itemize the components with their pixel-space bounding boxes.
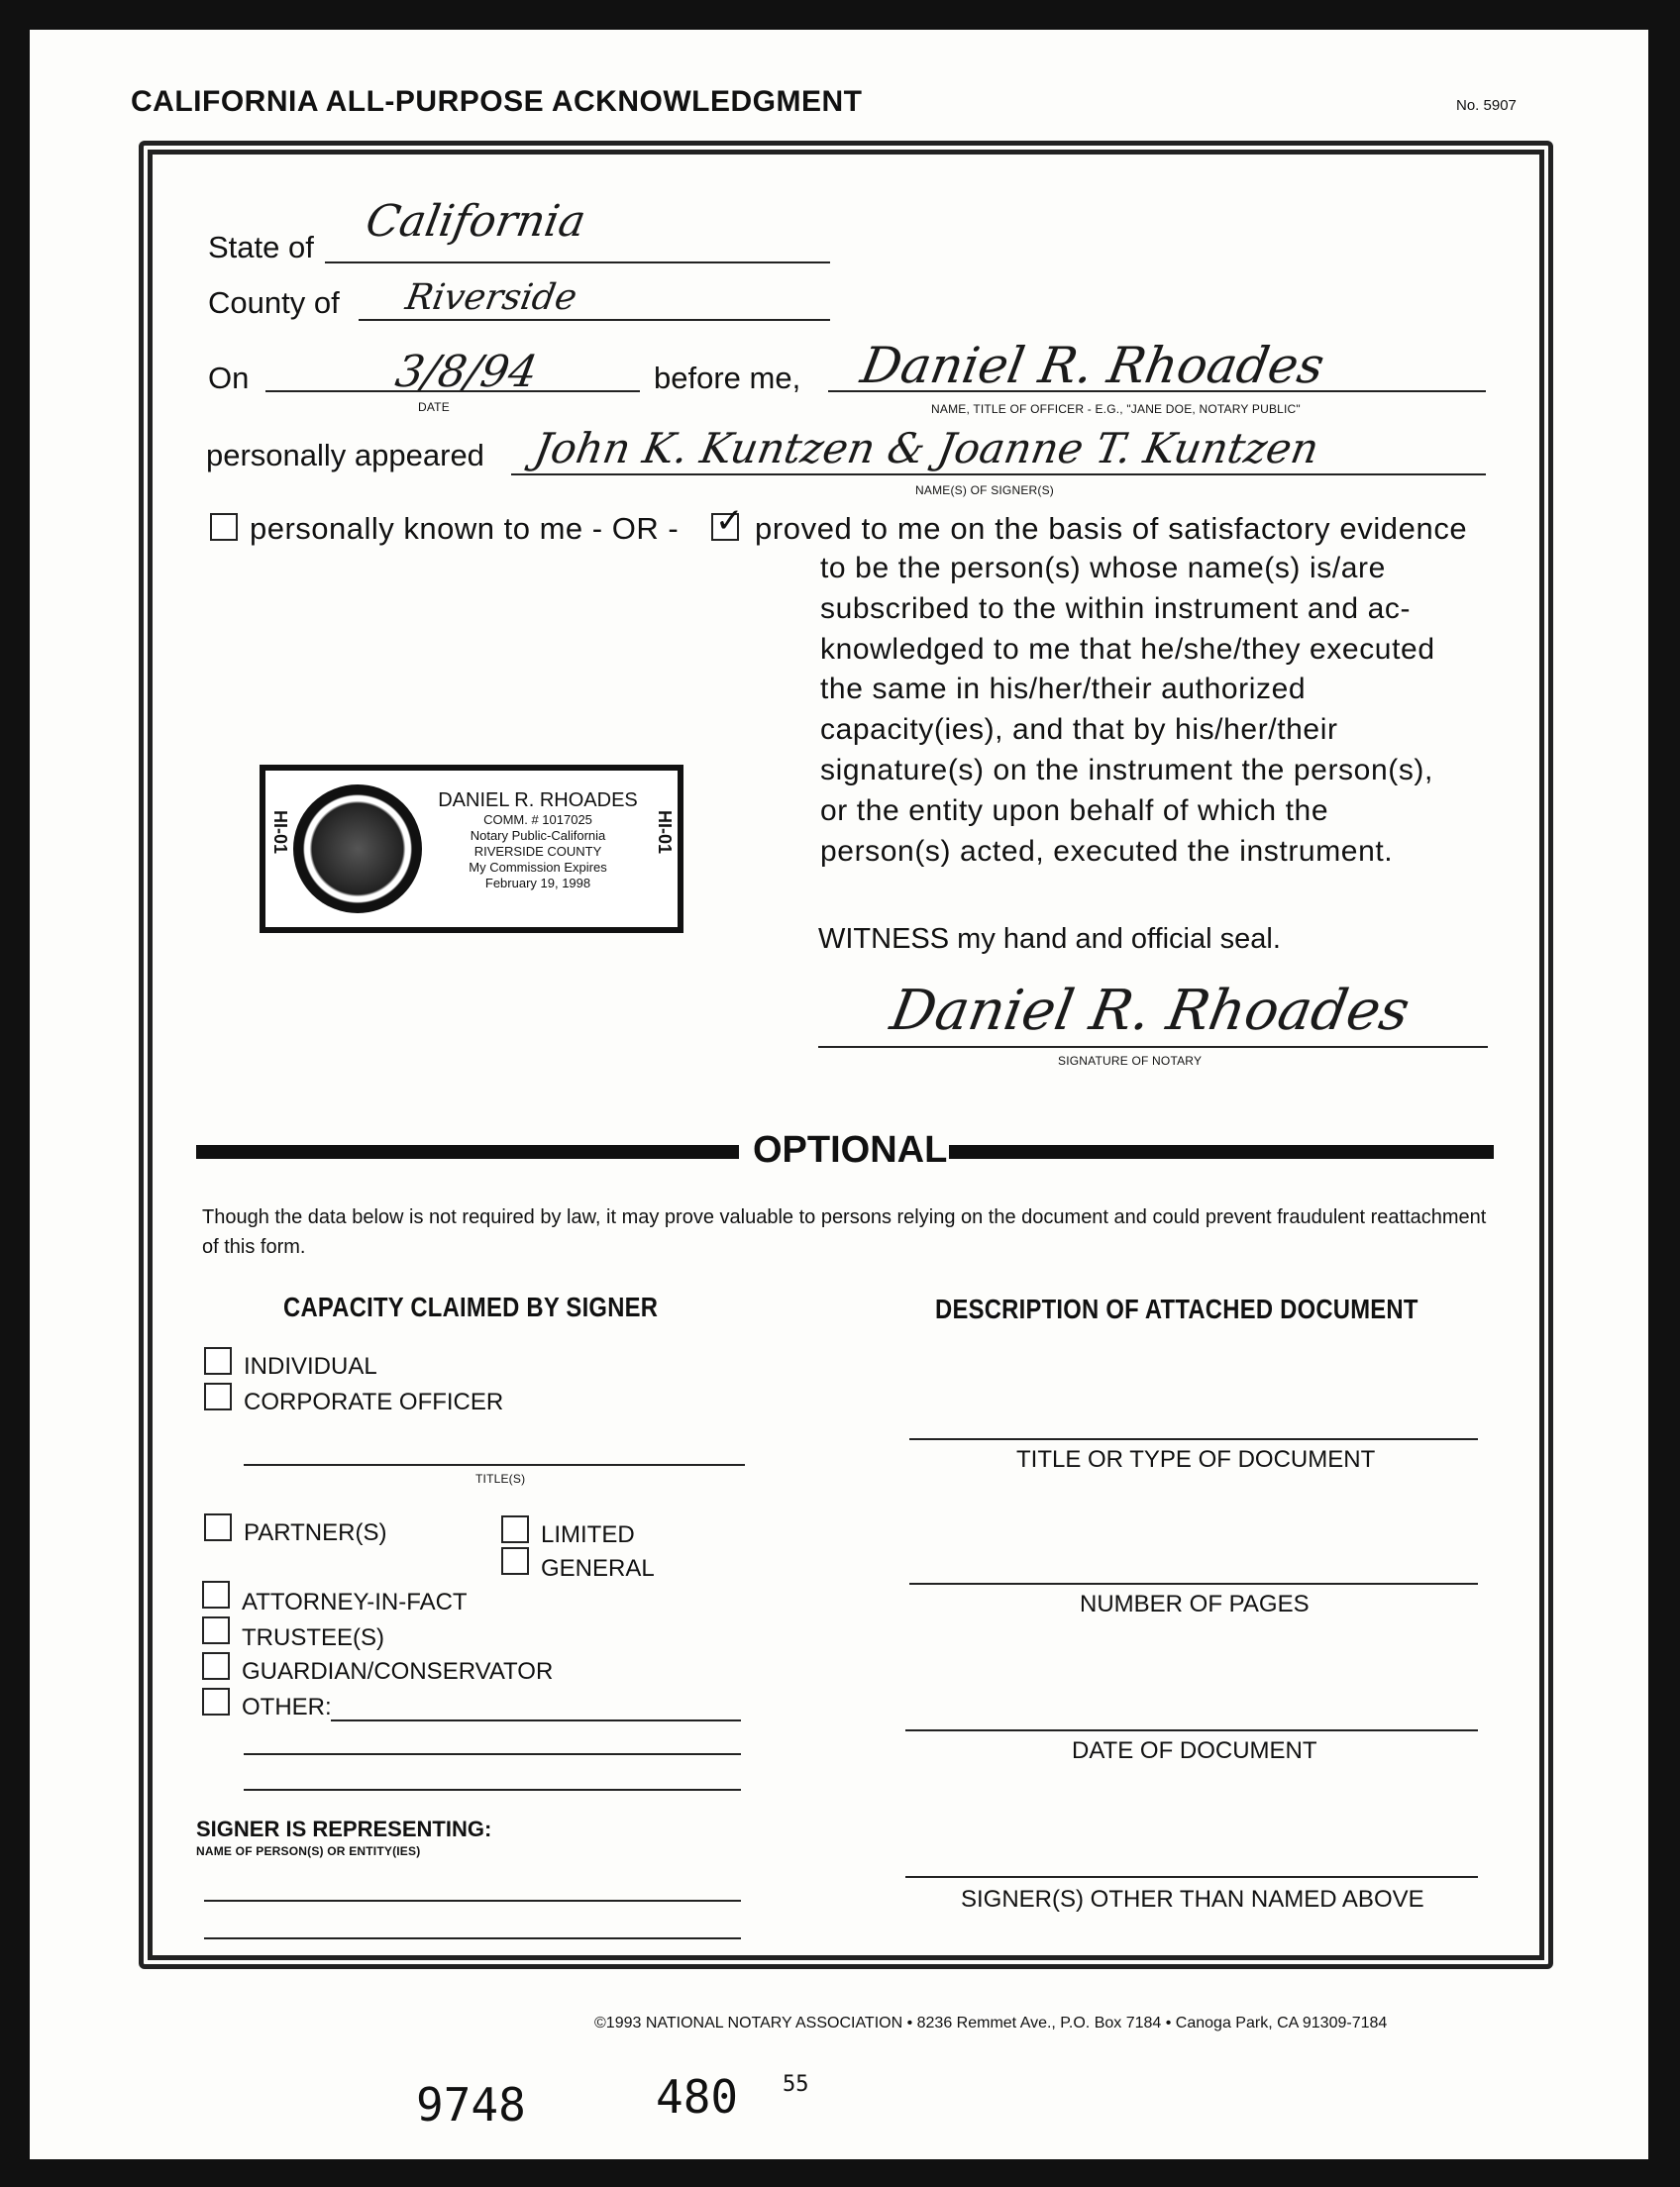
appeared-label: personally appeared [206,438,484,472]
guardian-checkbox[interactable] [202,1652,230,1680]
body-line: to be the person(s) whose name(s) is/are [820,552,1386,584]
state-seal-icon [293,784,422,913]
trustees-label: TRUSTEE(S) [242,1624,384,1651]
personally-known-label: personally known to me - OR - [250,511,680,546]
optional-title: OPTIONAL [753,1129,948,1171]
general-checkbox[interactable] [501,1547,529,1575]
date-caption: DATE [418,400,450,414]
body-line: subscribed to the within instrument and ac- [820,591,1412,625]
other-line-1[interactable] [331,1719,741,1721]
personally-known-checkbox[interactable] [210,513,238,541]
body-line: or the entity upon behalf of which the [820,793,1329,827]
other-signers-line[interactable] [905,1876,1478,1878]
representing-heading: SIGNER IS REPRESENTING: [196,1817,492,1841]
county-line [359,319,830,321]
signers-line [511,473,1486,475]
guardian-label: GUARDIAN/CONSERVATOR [242,1658,554,1685]
notary-signature-caption: SIGNATURE OF NOTARY [1058,1054,1203,1068]
notary-signature-line [818,1046,1488,1048]
other-line-2[interactable] [244,1753,741,1755]
seal-county: RIVERSIDE COUNTY [473,844,602,859]
document-date-caption: DATE OF DOCUMENT [1072,1737,1317,1764]
other-line-3[interactable] [244,1789,741,1791]
trustees-checkbox[interactable] [202,1616,230,1644]
state-label: State of [208,230,314,264]
check-mark-icon: ✓ [715,501,744,541]
partners-checkbox[interactable] [204,1513,232,1541]
officer-value: Daniel R. Rhoades [856,337,1329,394]
proved-label: proved to me on the basis of satisfactory evidence [755,511,1468,546]
individual-checkbox[interactable] [204,1347,232,1375]
description-heading: DESCRIPTION OF ATTACHED DOCUMENT [935,1294,1418,1324]
body-line: person(s) acted, executed the instrument. [820,834,1394,868]
form-title: CALIFORNIA ALL-PURPOSE ACKNOWLEDGMENT [131,85,863,118]
notary-seal [260,765,683,933]
title-type-line[interactable] [909,1438,1478,1440]
representing-line-1[interactable] [204,1900,741,1902]
titles-line[interactable] [244,1464,745,1466]
witness-text: WITNESS my hand and official seal. [818,923,1281,955]
body-line: signature(s) on the instrument the person(s), [820,753,1433,786]
corporate-officer-label: CORPORATE OFFICER [244,1389,504,1415]
signers-value: John K. Kuntzen & Joanne T. Kuntzen [530,424,1323,472]
optional-notice: Though the data below is not required by law, it may prove valuable to persons relying on the document and could prevent fraudulent reattachment of this form. [202,1206,1487,1258]
individual-label: INDIVIDUAL [244,1353,377,1380]
titles-caption: TITLE(S) [475,1472,526,1486]
pages-line[interactable] [909,1583,1478,1585]
date-value: 3/8/94 [391,347,542,397]
document-date-line[interactable] [905,1729,1478,1731]
seal-side-code-left: HI-01 [270,810,290,855]
other-checkbox[interactable] [202,1688,230,1716]
optional-bar-right [949,1145,1494,1159]
optional-bar-left [196,1145,739,1159]
notary-signature: Daniel R. Rhoades [886,979,1415,1043]
limited-label: LIMITED [541,1521,635,1548]
attorney-label: ATTORNEY-IN-FACT [242,1589,468,1615]
partners-label: PARTNER(S) [244,1519,387,1546]
other-label: OTHER: [242,1694,332,1720]
stamp-number-1: 9748 [416,2078,526,2132]
seal-side-code-right: HI-01 [655,810,675,855]
seal-title: Notary Public-California [470,828,606,843]
county-label: County of [208,285,340,320]
stamp-number-superscript: 55 [783,2072,809,2097]
body-line: knowledged to me that he/she/they executed [820,632,1435,666]
representing-line-2[interactable] [204,1937,741,1939]
representing-caption: NAME OF PERSON(S) OR ENTITY(IES) [196,1844,421,1858]
form-number: No. 5907 [1456,97,1517,114]
on-label: On [208,361,250,395]
proved-checkbox[interactable] [711,501,744,541]
seal-name: DANIEL R. RHOADES [438,789,638,811]
capacity-heading: CAPACITY CLAIMED BY SIGNER [283,1292,659,1322]
county-value: Riverside [402,277,580,318]
limited-checkbox[interactable] [501,1515,529,1543]
acknowledgment-body [820,549,1435,872]
corporate-officer-checkbox[interactable] [204,1383,232,1410]
body-line: capacity(ies), and that by his/her/their [820,713,1338,747]
seal-text [434,788,642,891]
seal-expires-date: February 19, 1998 [484,876,591,890]
officer-caption: NAME, TITLE OF OFFICER - E.G., "JANE DOE, NOTARY PUBLIC" [931,402,1301,416]
state-line [325,261,830,263]
body-line: the same in his/her/their authorized [820,673,1307,706]
pages-caption: NUMBER OF PAGES [1080,1591,1310,1617]
general-label: GENERAL [541,1555,655,1582]
seal-comm: COMM. # 1017025 [483,812,592,827]
stamp-number-2: 480 [656,2070,739,2124]
signers-caption: NAME(S) OF SIGNER(S) [915,483,1055,497]
footer-copyright: ©1993 NATIONAL NOTARY ASSOCIATION • 8236 Remmet Ave., P.O. Box 7184 • Canoga Park, CA 91309-7184 [594,2015,1388,2031]
attorney-checkbox[interactable] [202,1581,230,1609]
title-type-caption: TITLE OR TYPE OF DOCUMENT [1016,1446,1376,1473]
seal-expires-label: My Commission Expires [469,860,607,875]
other-signers-caption: SIGNER(S) OTHER THAN NAMED ABOVE [961,1886,1424,1913]
decorative-border [139,141,1553,1969]
before-me-label: before me, [654,361,801,395]
state-value: California [362,196,589,247]
